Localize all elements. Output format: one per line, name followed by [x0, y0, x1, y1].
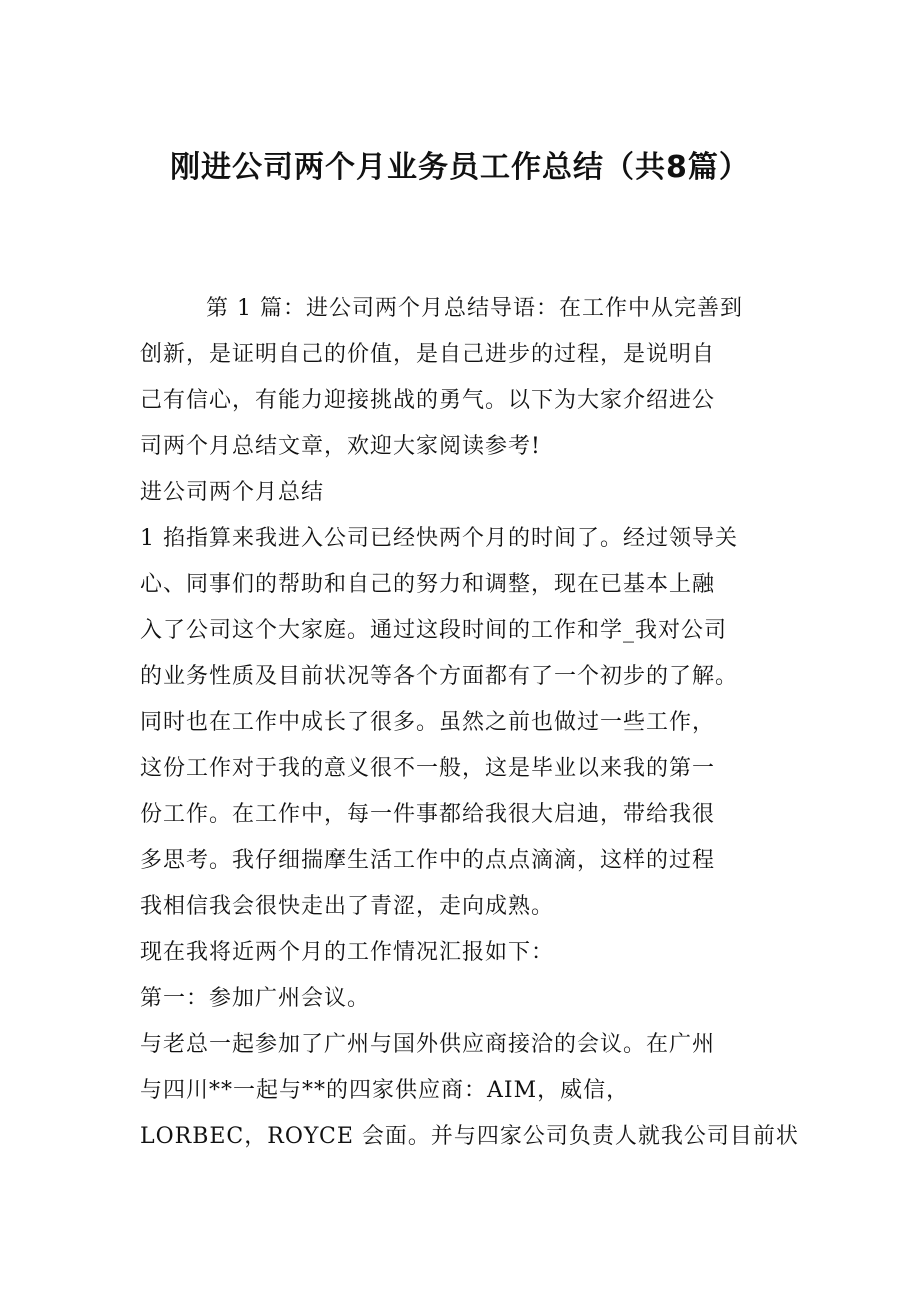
body-line: 第一：参加广州会议。 [140, 986, 371, 1011]
body-line: 现在我将近两个月的工作情况汇报如下： [140, 940, 555, 965]
body-line: 己有信心，有能力迎接挑战的勇气。以下为大家介绍进公 [140, 388, 716, 413]
body-line: 多思考。我仔细揣摩生活工作中的点点滴滴，这样的过程 [140, 848, 716, 873]
document-body [140, 286, 799, 1160]
body-line: 这份工作对于我的意义很不一般，这是毕业以来我的第一 [140, 756, 716, 781]
body-line: 第 1 篇：进公司两个月总结导语：在工作中从完善到 [206, 296, 743, 321]
body-line: 心、同事们的帮助和自己的努力和调整，现在已基本上融 [140, 572, 716, 597]
body-line: 我相信我会很快走出了青涩，走向成熟。 [140, 894, 555, 919]
body-line: LORBEC，ROYCE 会面。并与四家公司负责人就我公司目前状 [140, 1124, 799, 1149]
body-line: 与老总一起参加了广州与国外供应商接洽的会议。在广州 [140, 1032, 716, 1057]
body-line: 同时也在工作中成长了很多。虽然之前也做过一些工作， [140, 710, 716, 735]
body-line: 司两个月总结文章，欢迎大家阅读参考! [140, 434, 541, 459]
document-title: 刚进公司两个月业务员工作总结（共8篇） [170, 150, 750, 185]
section-heading: 进公司两个月总结 [140, 480, 325, 505]
body-line: 份工作。在工作中，每一件事都给我很大启迪，带给我很 [140, 802, 716, 827]
body-line: 1 掐指算来我进入公司已经快两个月的时间了。经过领导关 [140, 526, 738, 551]
body-line: 的业务性质及目前状况等各个方面都有了一个初步的了解。 [140, 664, 739, 689]
body-line: 入了公司这个大家庭。通过这段时间的工作和学_我对公司 [140, 618, 728, 643]
body-line: 创新，是证明自己的价值，是自己进步的过程，是说明自 [140, 342, 716, 367]
body-line: 与四川**一起与**的四家供应商：AIM，威信， [140, 1078, 630, 1103]
